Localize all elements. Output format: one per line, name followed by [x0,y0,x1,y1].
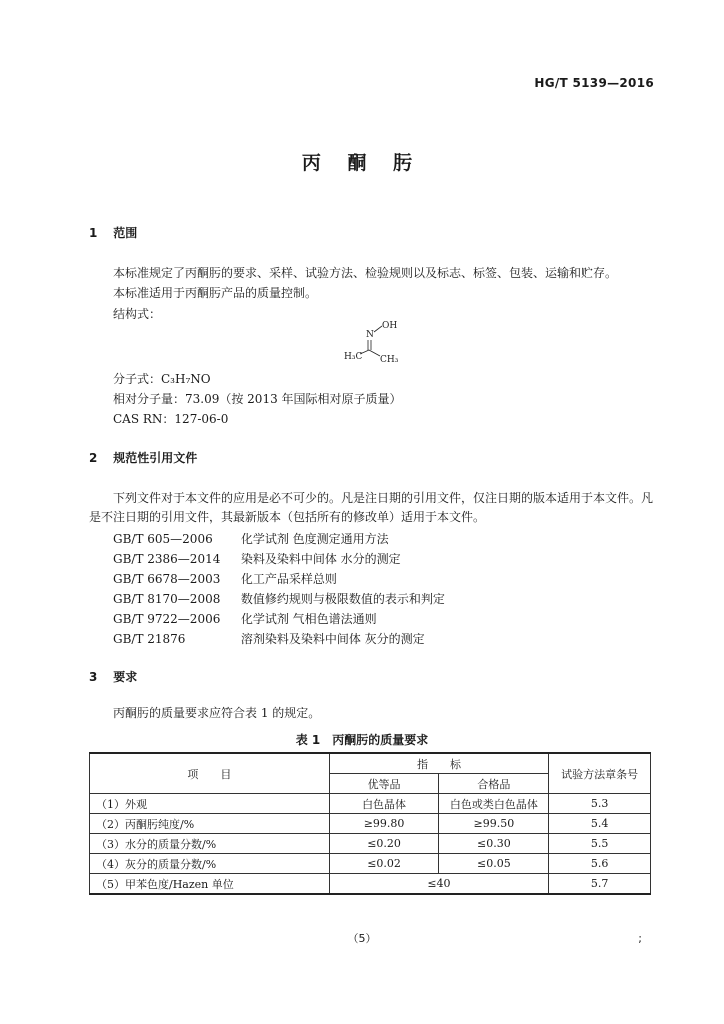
n-o-bond [374,326,382,332]
section-number: 1 [89,226,98,240]
normative-intro: 下列文件对于本文件的应用是必不可少的。凡是注日期的引用文件，仅注日期的版本适用于本文件。凡是不注日期的引用文件，其最新版本（包括所有的修改单）适用于本文件。 [89,491,654,524]
reference-title: 化工产品采样总则 [240,572,337,586]
reference-item [113,590,445,607]
header-index: 指 标 [329,753,549,774]
row-superior: ≤40 [329,874,549,895]
row-qualified: ≤0.05 [439,854,549,874]
molecular-mass: 相对分子量：73.09（按 2013 年国际相对原子质量） [113,392,402,406]
reference-title: 数值修约规则与极限数值的表示和判定 [240,592,445,606]
reference-title: 染料及染料中间体 水分的测定 [240,552,401,566]
reference-code: GB/T 605—2006 [113,532,213,546]
standard-number: HG/T 5139—2016 [534,76,654,90]
c-ch3-bond-right [369,350,380,356]
row-item: （5）甲苯色度/Hazen 单位 [90,874,330,895]
reference-item [113,550,401,567]
reference-title: 化学试剂 气相色谱法通则 [240,612,377,626]
reference-code: GB/T 6678—2003 [113,572,221,586]
reference-item [113,630,425,647]
section-title: 要求 [113,670,138,684]
table-row [90,794,651,814]
reference-code: GB/T 8170—2008 [113,592,221,606]
row-superior: ≤0.02 [329,854,439,874]
row-qualified: ≥99.50 [439,814,549,834]
scope-paragraph-2: 本标准适用于丙酮肟产品的质量控制。 [113,286,318,300]
table-row [90,874,651,895]
quality-requirements-table [89,752,651,895]
row-superior: 白色晶体 [329,794,439,814]
document-title: 丙 酮 肟 [301,152,423,174]
reference-code: GB/T 9722—2006 [113,612,221,626]
molecular-formula: 分子式：C₃H₇NO [113,372,211,386]
row-method: 5.6 [549,854,651,874]
header-item: 项 目 [90,753,330,794]
row-superior: ≥99.80 [329,814,439,834]
row-qualified: 白色或类白色晶体 [439,794,549,814]
page-mark: ; [638,932,642,945]
reference-code: GB/T 21876 [113,632,186,646]
reference-item [113,610,377,627]
page-number: （5） [347,932,377,945]
reference-title: 化学试剂 色度测定通用方法 [240,532,389,546]
header-superior-grade: 优等品 [329,774,439,794]
structure-oh: OH [382,321,398,331]
section-number: 2 [89,451,98,465]
table-row [90,834,651,854]
row-method: 5.7 [549,874,651,895]
table-row [90,854,651,874]
scope-paragraph-1: 本标准规定了丙酮肟的要求、采样、试验方法、检验规则以及标志、标签、包装、运输和贮存。 [113,266,618,280]
section-2-heading [89,449,197,466]
reference-item [113,530,389,547]
requirements-intro: 丙酮肟的质量要求应符合表 1 的规定。 [113,706,321,720]
structure-h3c: H₃C [344,352,363,362]
row-method: 5.5 [549,834,651,854]
reference-code: GB/T 2386—2014 [113,552,221,566]
structure-label: 结构式： [113,307,162,321]
section-title: 规范性引用文件 [113,451,198,465]
row-item: （3）水分的质量分数/% [90,834,330,854]
row-method: 5.4 [549,814,651,834]
section-number: 3 [89,670,98,684]
table-header-row [90,753,651,774]
structure-ch3: CH₃ [380,355,399,365]
header-method: 试验方法章条号 [549,753,651,794]
row-qualified: ≤0.30 [439,834,549,854]
row-item: （1）外观 [90,794,330,814]
reference-title: 溶剂染料及染料中间体 灰分的测定 [240,632,425,646]
row-item: （4）灰分的质量分数/% [90,854,330,874]
cas-number: CAS RN：127-06-0 [113,412,229,426]
table-row [90,814,651,834]
header-qualified-grade: 合格品 [439,774,549,794]
row-item: （2）丙酮肟纯度/% [90,814,330,834]
section-title: 范围 [113,226,138,240]
section-1-heading [89,224,137,241]
reference-item [113,570,337,587]
structural-formula [330,316,420,366]
row-superior: ≤0.20 [329,834,439,854]
section-3-heading [89,668,137,685]
row-method: 5.3 [549,794,651,814]
structure-n: N [366,330,374,340]
table-caption: 表 1 丙酮肟的质量要求 [295,733,429,747]
